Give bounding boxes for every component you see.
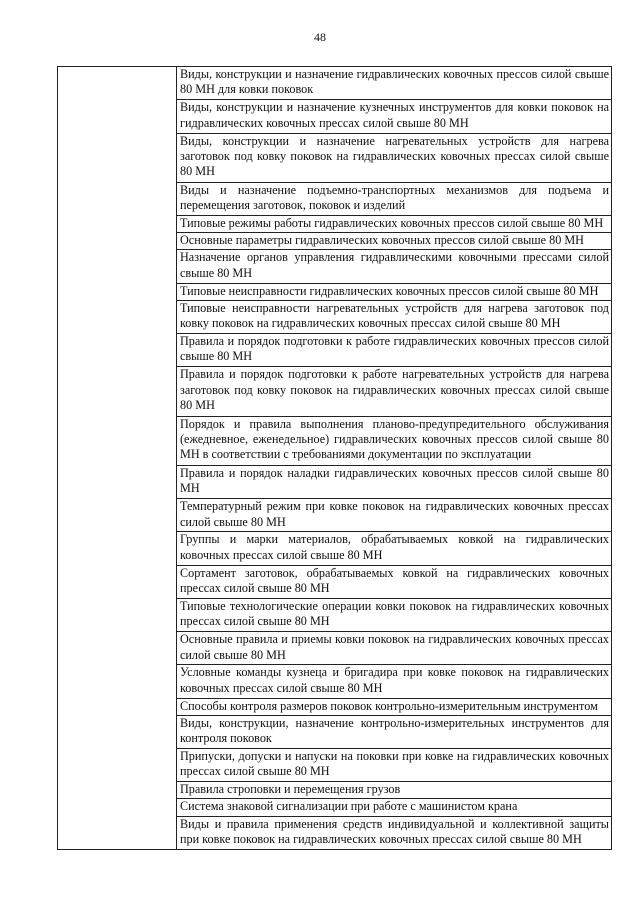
table-cell — [177, 133, 612, 182]
table-cell — [177, 216, 612, 233]
table-cell — [177, 233, 612, 250]
row-text: Типовые неисправности нагревательных устройств для нагрева заготовок под ковку поковок на гидравлических ковочных прессах силой свыше 80 МН — [180, 300, 609, 331]
table-body — [58, 67, 612, 850]
row-text: Правила и порядок подготовки к работе гидравлических ковочных прессов силой свыше 80 МН — [180, 334, 609, 364]
table-cell — [177, 367, 612, 416]
row-text: Способы контроля размеров поковок контрольно-измерительным инструментом — [180, 698, 598, 713]
table-cell — [177, 715, 612, 748]
table-cell — [177, 465, 612, 498]
row-text: Типовые неисправности гидравлических ковочных прессов силой свыше 80 МН — [180, 283, 599, 298]
table-cell — [177, 499, 612, 532]
row-text: Правила и порядок подготовки к работе нагревательных устройств для нагрева заготовок под ковку поковок на гидравлических ковочных прессах силой свыше 80 МН — [180, 367, 609, 412]
table-cell — [177, 300, 612, 333]
table-cell — [177, 698, 612, 715]
row-text: Типовые технологические операции ковки поковок на гидравлических ковочных прессах силой свыше 80 МН — [180, 598, 609, 629]
table-cell — [177, 67, 612, 100]
table-cell — [177, 100, 612, 133]
page-number: 48 — [314, 30, 326, 44]
table-cell — [177, 782, 612, 799]
row-text: Сортамент заготовок, обрабатываемых ковкой на гидравлических ковочных прессах силой свыше 80 МН — [180, 565, 609, 595]
row-text: Виды, конструкции и назначение кузнечных инструментов для ковки поковок на гидравлических ковочных прессах силой свыше 80 МН — [180, 100, 609, 130]
row-text: Условные команды кузнеца и бригадира при ковке поковок на гидравлических ковочных прессах силой свыше 80 МН — [180, 665, 609, 695]
table-cell — [177, 749, 612, 782]
table-cell — [177, 334, 612, 367]
table-cell — [177, 816, 612, 849]
row-text: Температурный режим при ковке поковок на гидравлических ковочных прессах силой свыше 80 МН — [180, 499, 609, 529]
table-cell — [177, 532, 612, 565]
table-cell — [177, 565, 612, 598]
row-text: Виды и правила применения средств индивидуальной и коллективной защиты при ковке поковок на гидравлических ковочных прессах силой свыше 80 МН — [180, 816, 609, 846]
table-cell — [177, 665, 612, 698]
row-text: Виды, конструкции, назначение контрольно-измерительных инструментов для контроля поковок — [180, 715, 609, 746]
table-row — [58, 67, 612, 100]
left-merged-cell — [58, 67, 177, 850]
row-text: Основные правила и приемы ковки поковок на гидравлических ковочных прессах силой свыше 80 МН — [180, 632, 609, 662]
table-cell — [177, 283, 612, 300]
table-cell — [177, 250, 612, 283]
row-text: Припуски, допуски и напуски на поковки при ковке на гидравлических ковочных прессах силой свыше 80 МН — [180, 749, 609, 779]
table-cell — [177, 632, 612, 665]
row-text: Основные параметры гидравлических ковочных прессов силой свыше 80 МН — [180, 233, 584, 248]
row-text: Виды и назначение подъемно-транспортных механизмов для подъема и перемещения заготовок, поковок и изделий — [180, 182, 609, 213]
knowledge-table — [57, 66, 612, 850]
row-text: Группы и марки материалов, обрабатываемых ковкой на гидравлических ковочных прессах силой свыше 80 МН — [180, 532, 609, 562]
row-text: Назначение органов управления гидравлическими ковочными прессами силой свыше 80 МН — [180, 250, 609, 280]
table-cell — [177, 416, 612, 465]
table-cell — [177, 182, 612, 215]
row-text: Типовые режимы работы гидравлических ковочных прессов силой свыше 80 МН — [180, 216, 604, 231]
table-cell — [177, 598, 612, 631]
row-text: Виды, конструкции и назначение гидравлических ковочных прессов силой свыше 80 МН для ковки поковок — [180, 67, 609, 97]
table-cell — [177, 799, 612, 816]
row-text: Правила строповки и перемещения грузов — [180, 782, 401, 797]
row-text: Правила и порядок наладки гидравлических ковочных прессов силой свыше 80 МН — [180, 465, 609, 496]
row-text: Система знаковой сигнализации при работе с машинистом крана — [180, 799, 518, 814]
row-text: Порядок и правила выполнения планово-предупредительного обслуживания (ежедневное, еженедельное) гидравлических ковочных прессов силой свыше 80 МН в соответствии с требованиями документации по эксплуатации — [180, 416, 609, 462]
row-text: Виды, конструкции и назначение нагревательных устройств для нагрева заготовок под ковку поковок на гидравлических ковочных прессах силой свыше 80 МН — [180, 133, 609, 179]
